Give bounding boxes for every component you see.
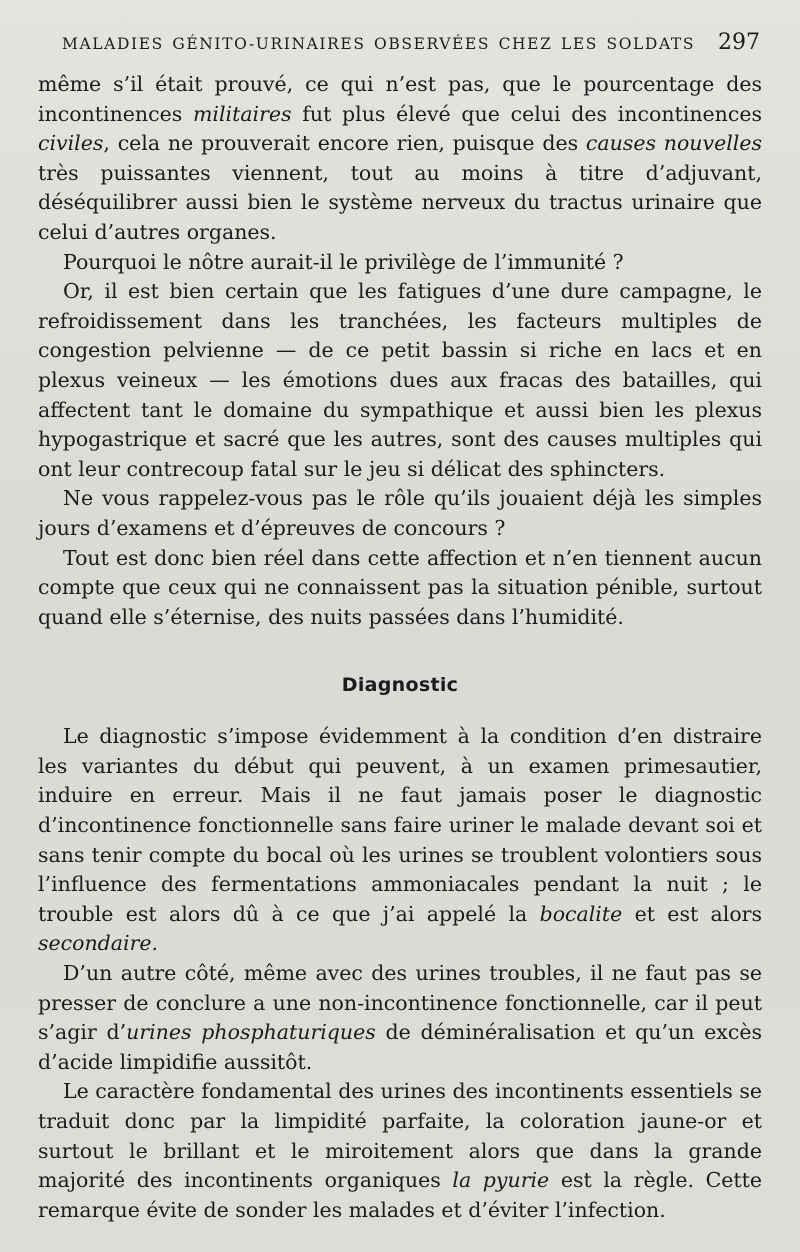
paragraph-5: [38, 544, 762, 633]
paragraph-3: [38, 277, 762, 484]
text-run: Le caractère fondamental des urines des incontinents essentiels se traduit donc par la limpidité parfaite, la coloration jaune-or et surtout le brillant et le miroitement alors que dans la grande majorité des incontinents organiques: [38, 1079, 762, 1193]
section-paragraph-2: [38, 959, 762, 1077]
text-run: fut plus élevé que celui des incontinences: [291, 101, 762, 126]
italic-phrase: militaires: [192, 101, 292, 126]
page-number: 297: [718, 30, 760, 55]
section-paragraph-3: [38, 1077, 762, 1225]
italic-phrase: la pyurie: [452, 1168, 550, 1193]
paragraph-4: [38, 484, 762, 543]
running-head: [38, 30, 762, 64]
paragraph-1: [38, 70, 762, 248]
italic-phrase: bocalite: [539, 901, 623, 926]
text-run: Tout est donc bien réel dans cette affection et n’en tiennent aucun compte que ceux qui ne connaissent pas la situation pénible, surtout quand elle s’éternise, des nuits passées dans l’humidité.: [38, 545, 762, 629]
text-run: de déminéralisation et qu’un excès d’acide limpidifie aussitôt.: [38, 1020, 762, 1074]
text-run: est la règle. Cette remarque évite de sonder les malades et d’éviter l’infection.: [38, 1168, 762, 1222]
text-run: D’un autre côté, même avec des urines troubles, il ne faut pas se presser de conclure a une non-incontinence fonctionnelle, car il peut s’agir d’: [38, 961, 762, 1045]
body-text: [38, 70, 762, 1225]
text-run: Ne vous rappelez-vous pas le rôle qu’ils jouaient déjà les simples jours d’examens et d’épreuves de concours ?: [38, 486, 762, 540]
italic-phrase: civiles: [38, 131, 104, 156]
italic-phrase: secondaire.: [38, 931, 159, 956]
italic-phrase: causes nouvelles: [585, 131, 762, 156]
text-run: Pourquoi le nôtre aurait-il le privilège de l’immunité ?: [63, 249, 624, 274]
section-heading: Diagnostic: [341, 674, 459, 697]
section-paragraph-1: [38, 722, 762, 959]
running-title: MALADIES GÉNITO-URINAIRES OBSERVÉES CHEZ LES SOLDATS: [62, 35, 696, 53]
paragraph-2: [38, 248, 762, 278]
text-run: , cela ne prouverait encore rien, puisque des: [103, 131, 586, 156]
text-run: et est alors: [622, 901, 762, 926]
text-run: même s’il était prouvé, ce qui n’est pas, que le pourcentage des incontinences: [38, 72, 762, 126]
text-run: Le diagnostic s’impose évidemment à la condition d’en distraire les variantes du début qui peuvent, à un examen primesautier, induire en erreur. Mais il ne faut jamais poser le diagnostic d’incontinence fonctionnelle sans faire uriner le malade devant soi et sans tenir compte du bocal où les urines se troublent volontiers sous l’influence des fermentations ammoniacales pendant la nuit ; le trouble est alors dû à ce que j’ai appelé la: [38, 724, 762, 926]
text-run: Or, il est bien certain que les fatigues d’une dure campagne, le refroidissement dans les tranchées, les facteurs multiples de congestion pelvienne — de ce petit bassin si riche en lacs et en plexus veineux — les émotions dues aux fracas des batailles, qui affectent tant le domaine du sympathique et aussi bien les plexus hypogastrique et sacré que les autres, sont des causes multiples qui ont leur contrecoup fatal sur le jeu si délicat des sphincters.: [38, 279, 762, 481]
italic-phrase: urines phosphaturiques: [126, 1020, 376, 1045]
text-run: très puissantes viennent, tout au moins à titre d’adjuvant, déséquilibrer aussi bien le système nerveux du tractus urinaire que celui d’autres organes.: [38, 160, 762, 244]
